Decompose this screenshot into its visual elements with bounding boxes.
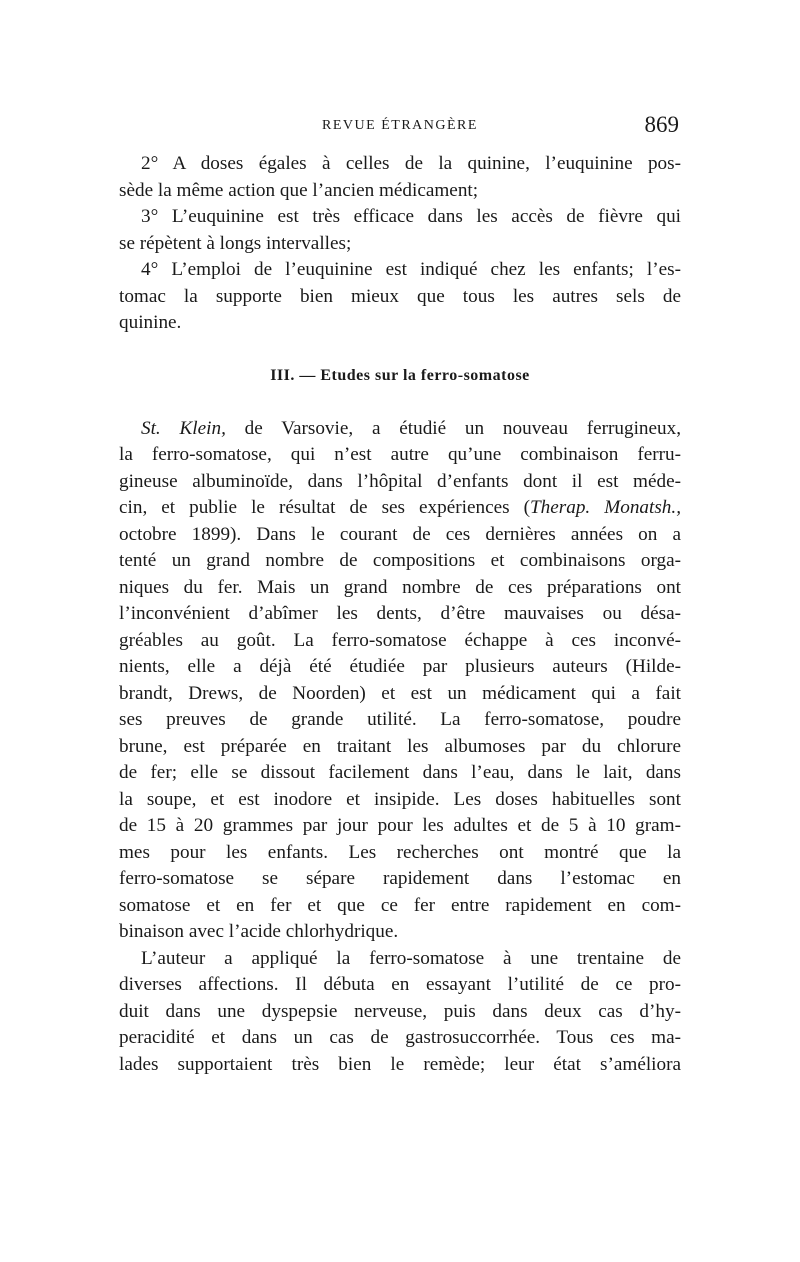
text-line (119, 416, 681, 443)
text-line: niques du fer. Mais un grand nombre de ces préparations ont (119, 576, 681, 598)
text-line: 2° A doses égales à celles de la quinine, l’euquinine pos- (141, 153, 681, 174)
paragraph (119, 946, 681, 1079)
text-line: L’auteur a appliqué la ferro-somatose à une trentaine de (141, 947, 681, 969)
text-line: nients, elle a déjà été étudiée par plusieurs auteurs (Hilde- (119, 656, 681, 677)
text-line: duit dans une dyspepsie nerveuse, puis dans deux cas d’hy- (119, 1000, 681, 1022)
text-line: peracidité et dans un cas de gastrosuccorrhée. Tous ces ma- (119, 1027, 681, 1048)
section-heading: III. — Etudes sur la ferro-somatose (270, 366, 530, 384)
text-line: diverses affections. Il débuta en essayant l’utilité de ce pro- (119, 974, 681, 995)
text-line: l’inconvénient d’abîmer les dents, d’être mauvaises ou désa- (119, 603, 681, 624)
text-line: sède la même action que l’ancien médicament; (119, 179, 479, 201)
text-line: brune, est préparée en traitant les albumoses par du chlorure (119, 735, 681, 757)
numbered-item-4 (119, 257, 681, 337)
text-line: mes pour les enfants. Les recherches ont montré que la (119, 841, 681, 863)
text-line: ses preuves de grande utilité. La ferro-somatose, poudre (119, 709, 681, 730)
text-run: de Varsovie, a étudié un nouveau ferrugineux, (225, 417, 681, 439)
text-line: gréables au goût. La ferro-somatose échappe à ces inconvé- (119, 629, 681, 651)
text-line (119, 495, 681, 522)
text-line: tenté un grand nombre de compositions et combinaisons orga- (119, 550, 681, 571)
text-line: brandt, Drews, de Noorden) et est un médicament qui a fait (119, 682, 681, 704)
text-line: de fer; elle se dissout facilement dans l’eau, dans le lait, dans (119, 762, 681, 783)
text-line: binaison avec l’acide chlorhydrique. (119, 921, 399, 942)
journal-citation: Therap. Monatsh., (530, 497, 681, 518)
numbered-item-2 (119, 151, 681, 204)
text-line: de 15 à 20 grammes par jour pour les adultes et de 5 à 10 gram- (119, 815, 681, 836)
body-text (119, 151, 681, 1078)
running-head: REVUE ÉTRANGÈRE (322, 118, 478, 133)
author-name: St. Klein, (141, 417, 226, 439)
paragraph (119, 416, 681, 946)
text-line: la ferro-somatose, qui n’est autre qu’une combinaison ferru- (119, 444, 681, 465)
text-line: se répètent à longs intervalles; (119, 232, 352, 254)
text-line: gineuse albuminoïde, dans l’hôpital d’enfants dont il est méde- (119, 470, 681, 492)
text-line: la soupe, et est inodore et insipide. Les doses habituelles sont (119, 788, 681, 810)
page-header (119, 112, 681, 146)
text-line: somatose et en fer et que ce fer entre rapidement en com- (119, 894, 681, 916)
text-line: tomac la supporte bien mieux que tous les autres sels de (119, 285, 681, 307)
text-line: quinine. (119, 312, 182, 333)
text-line: 3° L’euquinine est très efficace dans les accès de fièvre qui (141, 206, 681, 227)
page-number: 869 (644, 112, 679, 137)
text-line: lades supportaient très bien le remède; leur état s’améliora (119, 1053, 681, 1075)
text-line: 4° L’emploi de l’euquinine est indiqué chez les enfants; l’es- (141, 259, 681, 280)
text-run: cin, et publie le résultat de ses expériences ( (119, 497, 530, 518)
text-line: ferro-somatose se sépare rapidement dans l’estomac en (119, 868, 681, 889)
text-line: octobre 1899). Dans le courant de ces dernières années on a (119, 523, 681, 545)
numbered-item-3 (119, 204, 681, 257)
